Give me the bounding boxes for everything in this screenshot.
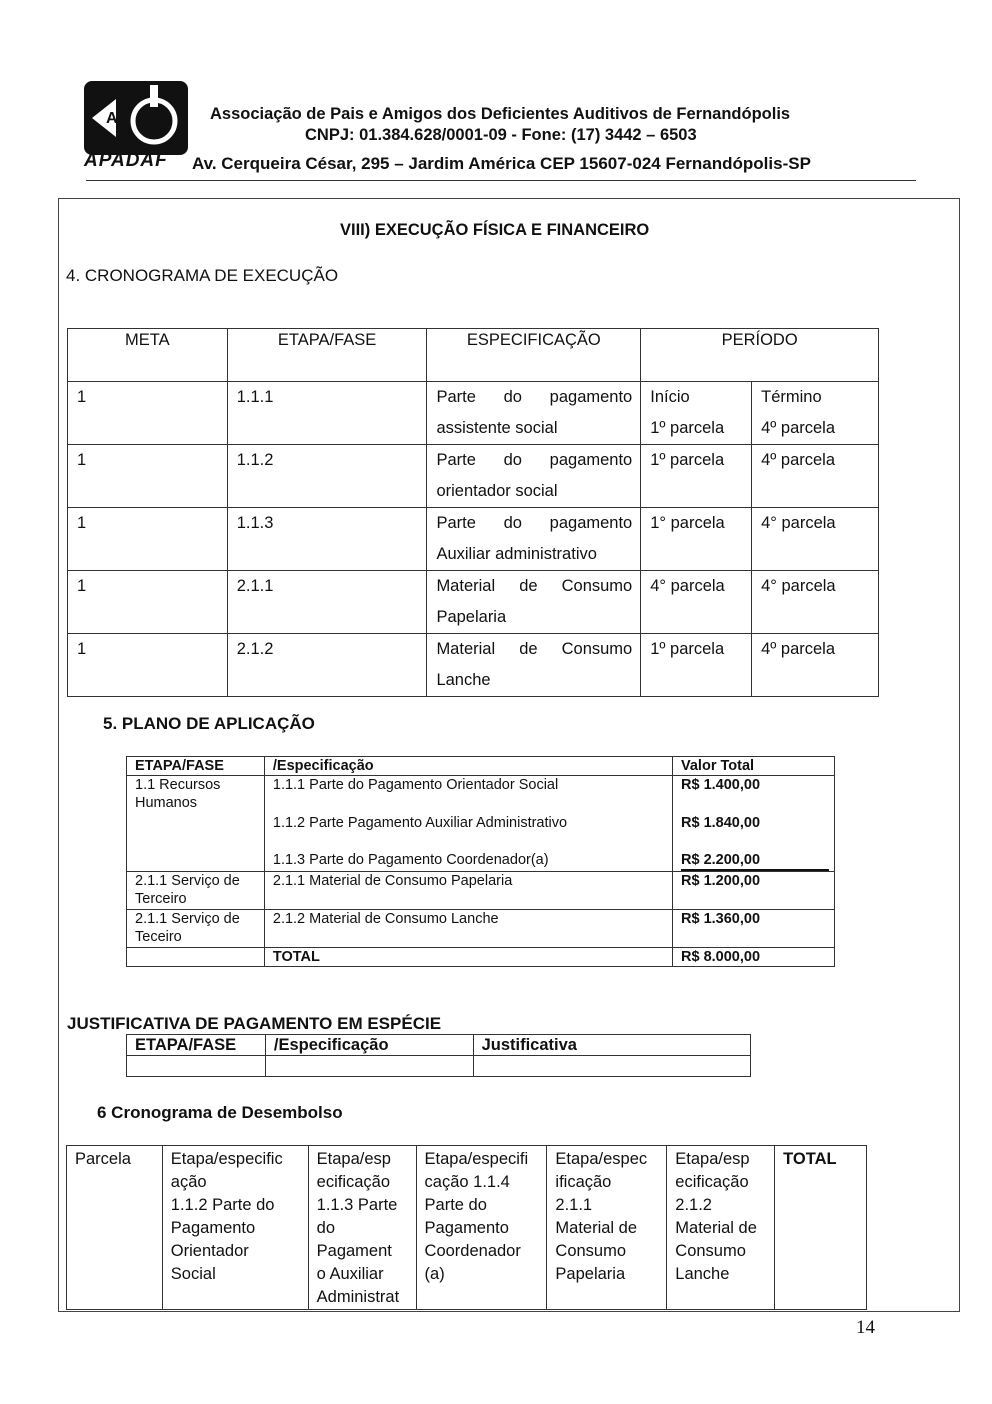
etapa-cell: 1.1.1: [227, 382, 427, 445]
justificativa-heading: JUSTIFICATIVA DE PAGAMENTO EM ESPÉCIE: [67, 1014, 442, 1033]
table-row: [68, 571, 879, 634]
periodo-start-cell: 4° parcela: [641, 571, 752, 634]
spec-cell: Material de Consumo Lanche: [427, 634, 641, 697]
table-row: [68, 445, 879, 508]
etapa-cell: 2.1.2: [227, 634, 427, 697]
etapa-cell: 1.1.2: [227, 445, 427, 508]
header-etapa: ETAPA/FASE: [127, 1035, 266, 1056]
meta-cell: 1: [68, 634, 228, 697]
page-number: 14: [856, 1317, 875, 1338]
spec-cell: Material de Consumo Papelaria: [427, 571, 641, 634]
valor-cell: R$ 1.360,00: [673, 910, 835, 948]
table-row: [127, 1056, 751, 1077]
empty-cell: [127, 1056, 266, 1077]
periodo-end-cell: 4° parcela: [752, 571, 879, 634]
justificativa-table: [126, 1034, 751, 1077]
empty-cell: [265, 1056, 473, 1077]
empty-cell: [127, 948, 265, 967]
header-etapa-211: Etapa/espec ificação 2.1.1 Material de Consumo Papelaria: [547, 1146, 667, 1310]
meta-cell: 1: [68, 508, 228, 571]
desembolso-table: [66, 1145, 867, 1310]
header-especificacao: /Especificação: [264, 757, 672, 776]
header-etapa: ETAPA/FASE: [127, 757, 265, 776]
meta-cell: 1: [68, 445, 228, 508]
periodo-end-cell: 4º parcela: [752, 445, 879, 508]
spec-cell: Parte do pagamento Auxiliar administrativo: [427, 508, 641, 571]
header-etapa-113: Etapa/esp ecificação 1.1.3 Parte do Pagament o Auxiliar Administrat: [308, 1146, 416, 1310]
cronograma-header-row: [68, 329, 879, 382]
etapa-cell: 2.1.1: [227, 571, 427, 634]
section-title: VIII) EXECUÇÃO FÍSICA E FINANCEIRO: [340, 221, 650, 239]
apadaf-logo: [84, 81, 188, 155]
etapa-cell: 2.1.1 Serviço de Terceiro: [127, 872, 265, 910]
header-etapa-212: Etapa/esp ecificação 2.1.2 Material de Consumo Lanche: [667, 1146, 775, 1310]
periodo-end-cell: Término 4º parcela: [752, 382, 879, 445]
valor-cell: R$ 1.400,00 R$ 1.840,00 R$ 2.200,00: [673, 776, 835, 872]
periodo-start-cell: Início 1º parcela: [641, 382, 752, 445]
org-address: Av. Cerqueira César, 295 – Jardim América CEP 15607-024 Fernandópolis-SP: [192, 154, 811, 173]
table-row: [68, 634, 879, 697]
etapa-cell: 1.1 Recursos Humanos: [127, 776, 265, 872]
desembolso-header-row: [67, 1146, 867, 1310]
empty-cell: [473, 1056, 750, 1077]
table-row: [68, 382, 879, 445]
meta-cell: 1: [68, 382, 228, 445]
header-total: TOTAL: [775, 1146, 867, 1310]
spec-cell: 2.1.2 Material de Consumo Lanche: [264, 910, 672, 948]
spec-cell: 2.1.1 Material de Consumo Papelaria: [264, 872, 672, 910]
header-etapa: ETAPA/FASE: [227, 329, 427, 382]
table-row: [127, 872, 835, 910]
periodo-start-cell: 1º parcela: [641, 445, 752, 508]
table-row: [127, 910, 835, 948]
cronograma-heading: 4. CRONOGRAMA DE EXECUÇÃO: [66, 266, 339, 285]
header-periodo: PERÍODO: [641, 329, 879, 382]
plano-table: [126, 756, 835, 967]
periodo-start-cell: 1º parcela: [641, 634, 752, 697]
plano-header-row: [127, 757, 835, 776]
svg-text:A: A: [106, 110, 118, 127]
spec-cell: Parte do pagamento orientador social: [427, 445, 641, 508]
total-label: TOTAL: [264, 948, 672, 967]
cronograma-table: [67, 328, 879, 697]
justificativa-header-row: [127, 1035, 751, 1056]
header-parcela: Parcela: [67, 1146, 163, 1310]
plano-heading: 5. PLANO DE APLICAÇÃO: [103, 714, 315, 733]
total-value: R$ 8.000,00: [673, 948, 835, 967]
header-justificativa: Justificativa: [473, 1035, 750, 1056]
org-name: Associação de Pais e Amigos dos Deficientes Auditivos de Fernandópolis: [210, 105, 791, 123]
spec-cell: 1.1.1 Parte do Pagamento Orientador Social 1.1.2 Parte Pagamento Auxiliar Administrativo 1.1.3 Parte do Pagamento Coordenador(a): [264, 776, 672, 872]
periodo-end-cell: 4º parcela: [752, 634, 879, 697]
table-row: [68, 508, 879, 571]
header-rule: [86, 180, 916, 181]
header-etapa-112: Etapa/especific ação 1.1.2 Parte do Pagamento Orientador Social: [162, 1146, 308, 1310]
logo-text: APADAF: [84, 150, 168, 171]
table-row: [127, 776, 835, 872]
periodo-start-cell: 1° parcela: [641, 508, 752, 571]
etapa-cell: 2.1.1 Serviço de Teceiro: [127, 910, 265, 948]
total-row: [127, 948, 835, 967]
etapa-cell: 1.1.3: [227, 508, 427, 571]
spec-cell: Parte do pagamento assistente social: [427, 382, 641, 445]
valor-cell: R$ 1.200,00: [673, 872, 835, 910]
periodo-end-cell: 4° parcela: [752, 508, 879, 571]
header-especificacao: ESPECIFICAÇÃO: [427, 329, 641, 382]
meta-cell: 1: [68, 571, 228, 634]
header-especificacao: /Especificação: [265, 1035, 473, 1056]
header-meta: META: [68, 329, 228, 382]
header-valor: Valor Total: [673, 757, 835, 776]
header-etapa-114: Etapa/especifi cação 1.1.4 Parte do Pagamento Coordenador (a): [416, 1146, 547, 1310]
desembolso-heading: 6 Cronograma de Desembolso: [97, 1103, 343, 1122]
org-cnpj-phone: CNPJ: 01.384.628/0001-09 - Fone: (17) 3442 – 6503: [305, 126, 697, 144]
